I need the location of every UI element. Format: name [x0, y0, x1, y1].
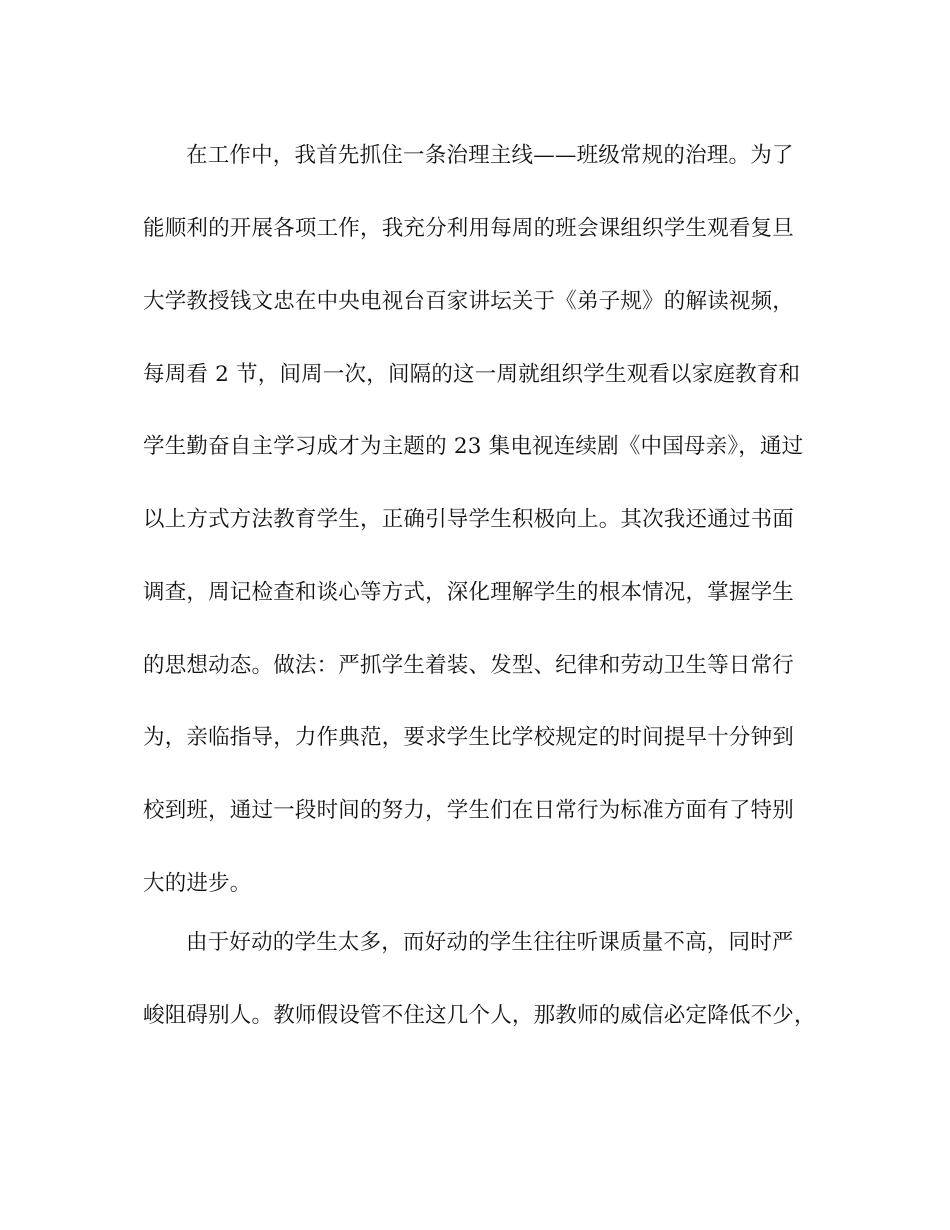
paragraph-1-line-3: 大学教授钱文忠在中央电视台百家讲坛关于《弟子规》的解读视频，	[143, 289, 795, 314]
paragraph-2-line-1: 由于好动的学生太多，而好动的学生往往听课质量不高，同时严	[186, 930, 794, 955]
paragraph-1-line-1: 在工作中，我首先抓住一条治理主线——班级常规的治理。为了	[186, 143, 794, 168]
paragraph-1-line-2: 能顺利的开展各项工作，我充分利用每周的班会课组织学生观看复旦	[143, 216, 795, 241]
paragraph-1-line-7: 调查，周记检查和谈心等方式，深化理解学生的根本情况，掌握学生	[143, 580, 795, 605]
paragraph-1-line-9: 为，亲临指导，力作典范，要求学生比学校规定的时间提早十分钟到	[143, 725, 795, 750]
paragraph-1-line-4: 每周看 2 节，间周一次，间隔的这一周就组织学生观看以家庭教育和	[143, 362, 801, 387]
paragraph-1-line-11: 大的进步。	[143, 871, 252, 896]
paragraph-1-line-8: 的思想动态。做法：严抓学生着装、发型、纪律和劳动卫生等日常行	[143, 653, 795, 678]
paragraph-1-line-5: 学生勤奋自主学习成才为主题的 23 集电视连续剧《中国母亲》，通过	[143, 434, 804, 459]
paragraph-2-line-2: 峻阻碍别人。教师假设管不住这几个人，那教师的威信必定降低不少，	[143, 1003, 816, 1028]
paragraph-1-line-6: 以上方式方法教育学生，正确引导学生积极向上。其次我还通过书面	[143, 507, 795, 532]
paragraph-1-line-10: 校到班，通过一段时间的努力，学生们在日常行为标准方面有了特别	[143, 798, 795, 823]
